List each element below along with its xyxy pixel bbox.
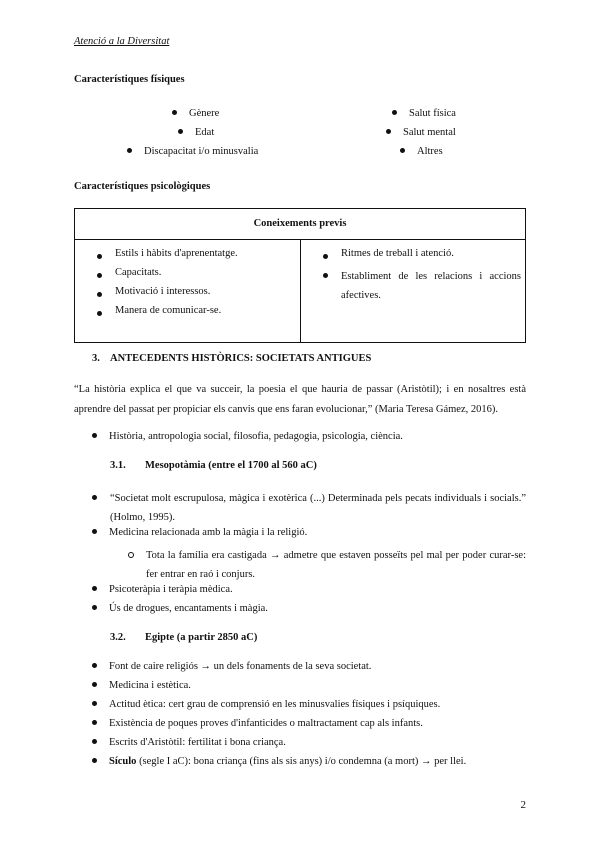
list-item: Història, antropologia social, filosofia, pedagogia, psicologia, ciència. xyxy=(92,431,403,442)
section-title: ANTECEDENTS HISTÒRICS: SOCIETATS ANTIGUES xyxy=(110,353,372,364)
subsection-number: 3.1. xyxy=(110,460,126,471)
table-header: Coneixements previs xyxy=(75,209,526,240)
list-item: Salut física xyxy=(392,108,456,119)
list-item: Sículo (segle I aC): bona criança (fins als sis anys) i/o condemna (a mort) → per llei. xyxy=(92,756,466,767)
list-item: Edat xyxy=(178,127,214,138)
page-number: 2 xyxy=(520,799,526,811)
list-item: Estils i hàbits d'aprenentatge. xyxy=(115,248,238,259)
quote-paragraph: “La història explica el que va succeir, la poesia el que hauria de passar (Aristòtil); i en nosaltres està aprendre del passat per propiciar els canvis que ens faran evolucionar,” (Maria Teresa Gámez, 2016). xyxy=(74,384,526,415)
page-header: Atenció a la Diversitat xyxy=(74,36,170,47)
psicologiques-title: Característiques psicològiques xyxy=(74,181,211,192)
list-item: Font de caire religiós → un dels fonaments de la seva societat. xyxy=(92,661,371,672)
subsection-number: 3.2. xyxy=(110,632,126,643)
list-item: Salut mental xyxy=(386,127,456,138)
list-item: Manera de comunicar-se. xyxy=(115,305,222,316)
list-item: Discapacitat i/o minusvalia xyxy=(127,146,258,157)
subsection-title: Egipte (a partir 2850 aC) xyxy=(145,632,258,643)
list-item: Psicoteràpia i teràpia mèdica. xyxy=(92,584,233,595)
list-item: Existència de poques proves d'infanticides o maltractament cap als infants. xyxy=(92,718,423,729)
list-item: Actitud ètica: cert grau de comprensió en les minusvalies físiques i psíquiques. xyxy=(92,699,440,710)
list-item: Gènere xyxy=(172,108,219,119)
fisiques-title: Característiques físiques xyxy=(74,74,185,85)
list-item: Establiment de les relacions i accions afectives. xyxy=(341,271,521,301)
list-item: Capacitats. xyxy=(115,267,162,278)
list-item: Ritmes de treball i atenció. xyxy=(341,248,454,259)
list-item: “Societat molt escrupulosa, màgica i exotèrica (...) Determinada pels pecats individuals i socials.” (Holmo, 1995). xyxy=(92,489,526,527)
table-cell-right xyxy=(301,240,526,343)
sub-list-item: Tota la família era castigada → admetre que estaven posseïts pel mal per poder curar-se: fer entrar en raó i conjurs. xyxy=(128,546,526,584)
section-number: 3. xyxy=(92,353,100,364)
subsection-title: Mesopotàmia (entre el 1700 al 560 aC) xyxy=(145,460,317,471)
list-item: Medicina relacionada amb la màgia i la religió. xyxy=(92,527,307,538)
list-item: Medicina i estètica. xyxy=(92,680,191,691)
coneixements-table xyxy=(74,208,526,343)
table-cell-left xyxy=(75,240,301,343)
list-item: Motivació i interessos. xyxy=(115,286,211,297)
list-item: Ús de drogues, encantaments i màgia. xyxy=(92,603,268,614)
list-item: Altres xyxy=(400,146,443,157)
list-item: Escrits d'Aristòtil: fertilitat i bona criança. xyxy=(92,737,286,748)
